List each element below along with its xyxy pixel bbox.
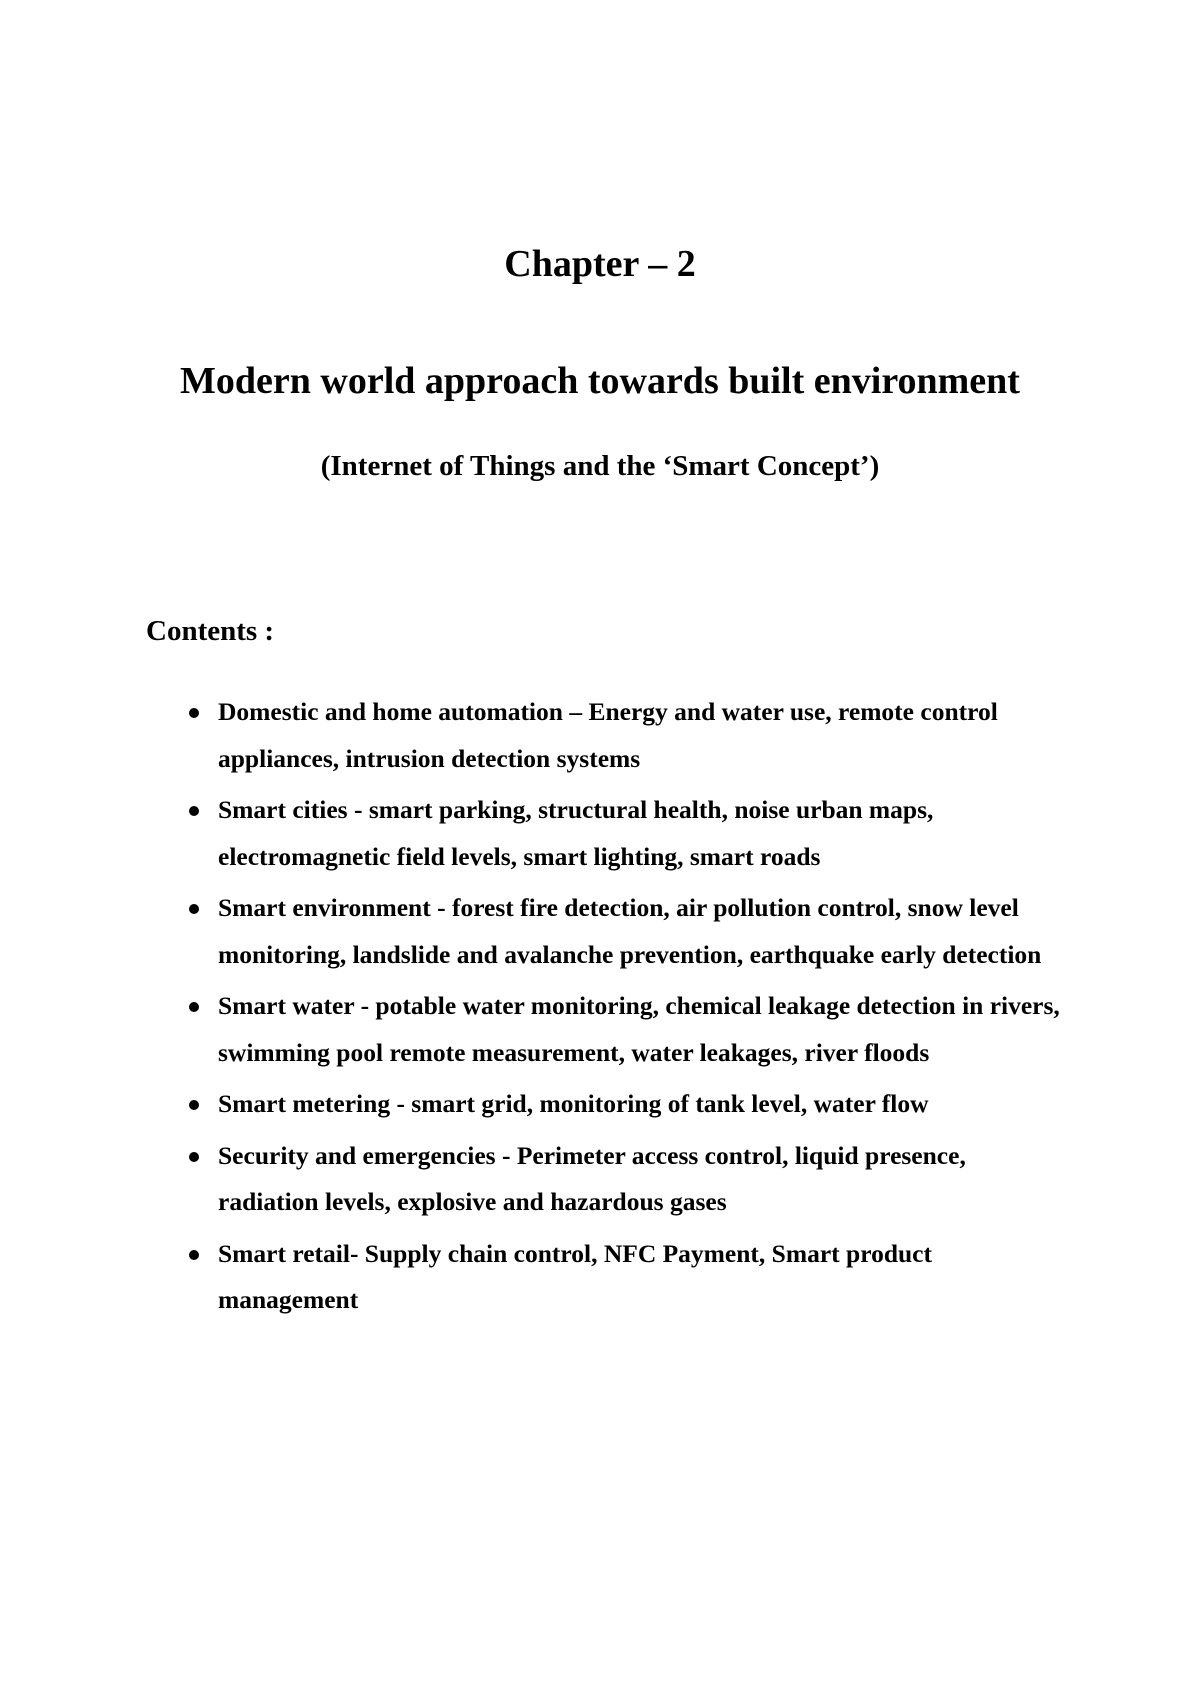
list-item-text: Smart environment - forest fire detection, air pollution control, snow level monitoring, landslide and avalanche prevention, earthquake early detection — [218, 893, 1042, 969]
bullet-icon — [189, 904, 199, 914]
bullet-icon — [189, 1250, 199, 1260]
list-item-text: Smart water - potable water monitoring, chemical leakage detection in rivers, swimming pool remote measurement, water leakages, river floods — [218, 991, 1060, 1067]
list-item — [218, 1081, 1068, 1128]
list-item — [218, 885, 1068, 978]
contents-heading: Contents : — [146, 615, 275, 647]
list-item — [218, 1133, 1068, 1226]
list-item-text: Smart retail- Supply chain control, NFC Payment, Smart product management — [218, 1238, 932, 1314]
bullet-icon — [189, 1152, 199, 1162]
bullet-icon — [189, 708, 199, 718]
bullet-icon — [189, 1100, 199, 1110]
bullet-icon — [189, 806, 199, 816]
chapter-heading: Chapter – 2 — [504, 243, 696, 285]
list-item — [218, 983, 1068, 1076]
page-title: Modern world approach towards built environment — [180, 360, 1020, 402]
contents-list — [218, 689, 1068, 1329]
list-item-text: Smart cities - smart parking, structural health, noise urban maps, electromagnetic field levels, smart lighting, smart roads — [218, 795, 934, 871]
list-item — [218, 787, 1068, 880]
list-item-text: Domestic and home automation – Energy and water use, remote control appliances, intrusion detection systems — [218, 697, 998, 773]
list-item-text: Security and emergencies - Perimeter access control, liquid presence, radiation levels, explosive and hazardous gases — [218, 1140, 966, 1216]
bullet-icon — [189, 1002, 199, 1012]
list-item — [218, 689, 1068, 782]
list-item-text: Smart metering - smart grid, monitoring of tank level, water flow — [218, 1089, 929, 1118]
page-subtitle: (Internet of Things and the ‘Smart Concept’) — [320, 450, 880, 482]
list-item — [218, 1231, 1068, 1324]
